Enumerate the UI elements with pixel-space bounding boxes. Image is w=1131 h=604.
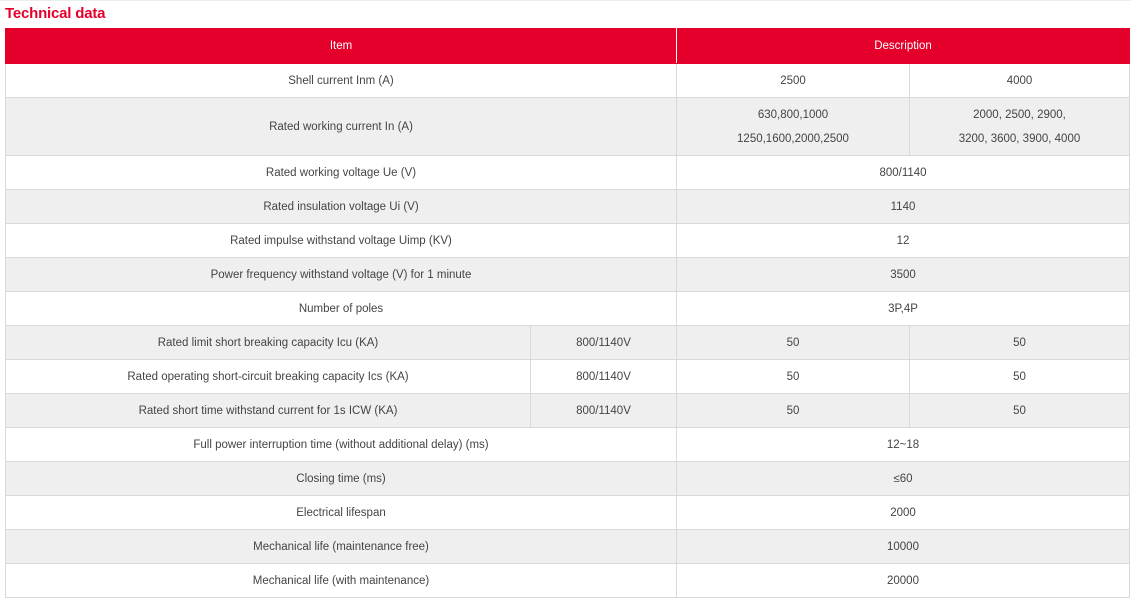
row-label: Mechanical life (maintenance free): [6, 530, 677, 564]
row-label: Closing time (ms): [6, 462, 677, 496]
table-row: [6, 428, 1130, 462]
row-label: Shell current Inm (A): [6, 64, 677, 98]
row-value: 2000: [677, 496, 1130, 530]
row-value: 50: [677, 326, 910, 360]
row-value: [910, 98, 1130, 156]
row-sub-label: 800/1140V: [531, 394, 677, 428]
table-row: [6, 64, 1130, 98]
row-value: 3P,4P: [677, 292, 1130, 326]
row-label: Rated operating short-circuit breaking capacity Ics (KA): [6, 360, 531, 394]
row-label: Mechanical life (with maintenance): [6, 564, 677, 598]
table-row: [6, 360, 1130, 394]
table-row: [6, 564, 1130, 598]
row-value: 3500: [677, 258, 1130, 292]
value-line: 1250,1600,2000,2500: [737, 132, 849, 145]
row-value: ≤60: [677, 462, 1130, 496]
table-row: [6, 530, 1130, 564]
row-label: Power frequency withstand voltage (V) for 1 minute: [6, 258, 677, 292]
row-label: Rated impulse withstand voltage Uimp (KV): [6, 224, 677, 258]
row-label: Number of poles: [6, 292, 677, 326]
header-description: Description: [677, 29, 1130, 64]
row-value: 4000: [910, 64, 1130, 98]
row-label: Rated limit short breaking capacity Icu (KA): [6, 326, 531, 360]
table-row: [6, 224, 1130, 258]
row-value: 50: [910, 394, 1130, 428]
table-row: [6, 258, 1130, 292]
table-row: [6, 156, 1130, 190]
row-value: [677, 98, 910, 156]
value-line: 2000, 2500, 2900,: [973, 108, 1066, 121]
row-value: 1140: [677, 190, 1130, 224]
table-row: [6, 394, 1130, 428]
header-item: Item: [6, 29, 677, 64]
section-title: Technical data: [5, 5, 106, 22]
row-value: 12~18: [677, 428, 1130, 462]
row-label: Rated working voltage Ue (V): [6, 156, 677, 190]
row-value: 2500: [677, 64, 910, 98]
table-row: [6, 292, 1130, 326]
value-line: 3200, 3600, 3900, 4000: [958, 132, 1081, 145]
table-row: [6, 98, 1130, 156]
row-sub-label: 800/1140V: [531, 326, 677, 360]
top-divider: [0, 0, 1131, 1]
value-line: 630,800,1000: [757, 108, 829, 121]
row-value: 20000: [677, 564, 1130, 598]
row-value: 50: [677, 360, 910, 394]
table-row: [6, 462, 1130, 496]
row-value: 50: [910, 360, 1130, 394]
table-row: [6, 496, 1130, 530]
row-sub-label: 800/1140V: [531, 360, 677, 394]
row-value: 12: [677, 224, 1130, 258]
row-label: Rated insulation voltage Ui (V): [6, 190, 677, 224]
row-value: 10000: [677, 530, 1130, 564]
row-label: Rated short time withstand current for 1s ICW (KA): [6, 394, 531, 428]
row-label: Electrical lifespan: [6, 496, 677, 530]
table-row: [6, 326, 1130, 360]
technical-data-table: [5, 28, 1130, 598]
row-label: Full power interruption time (without additional delay) (ms): [6, 428, 677, 462]
row-value: 50: [910, 326, 1130, 360]
row-value: 50: [677, 394, 910, 428]
row-label: Rated working current In (A): [6, 98, 677, 156]
table-row: [6, 190, 1130, 224]
row-value: 800/1140: [677, 156, 1130, 190]
